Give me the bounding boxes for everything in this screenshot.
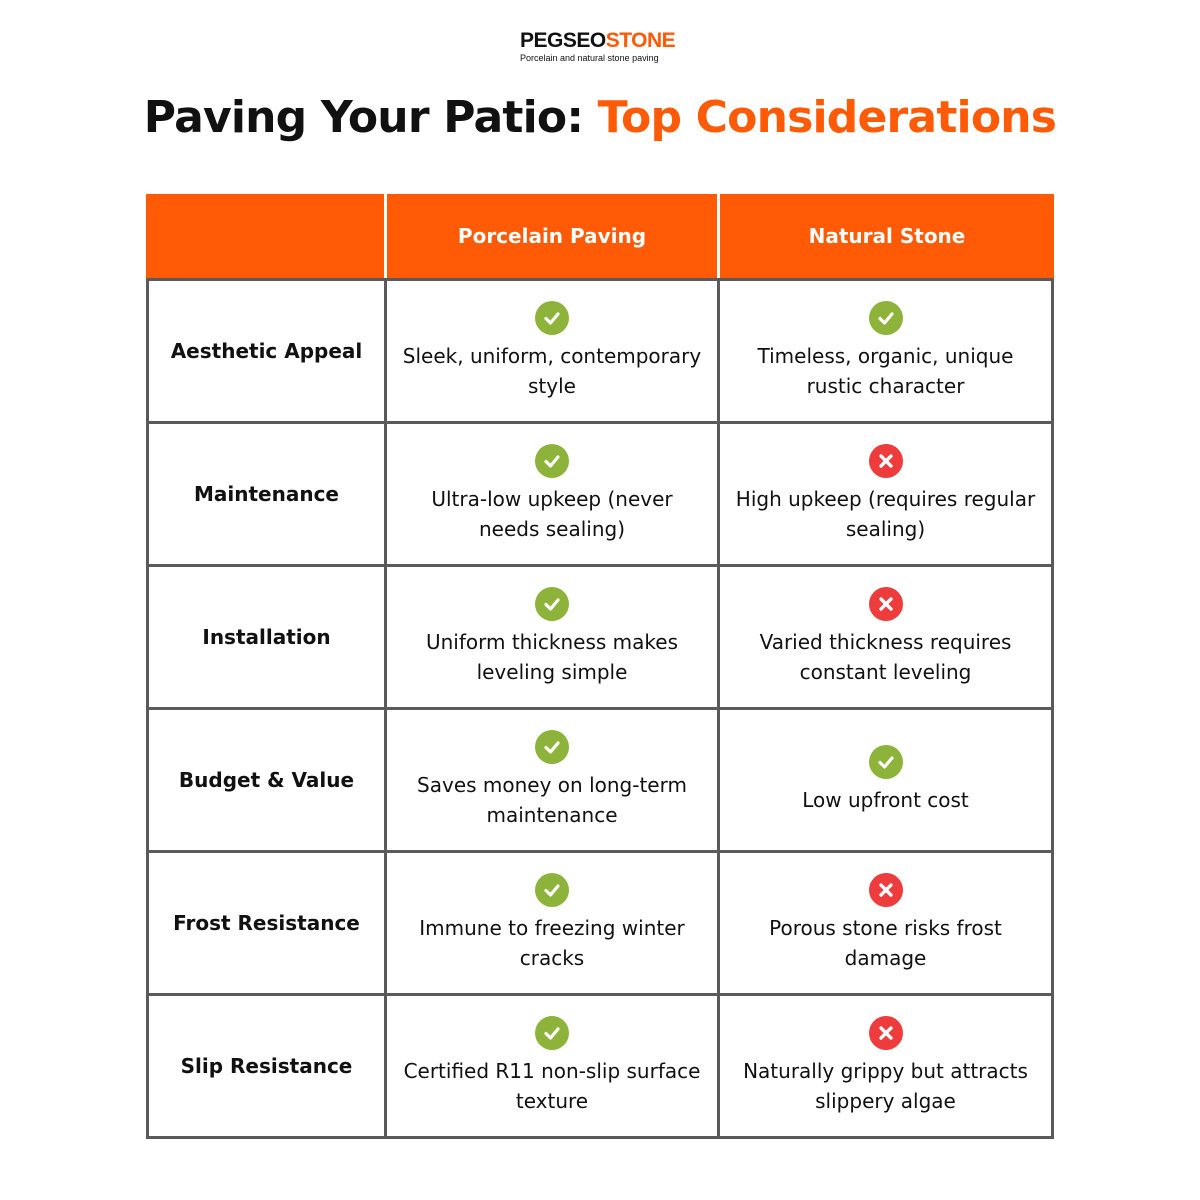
porcelain-description: Immune to freezing winter cracks xyxy=(419,916,685,970)
page-title-part2: Top Considerations xyxy=(597,92,1057,143)
cross-icon xyxy=(869,444,903,478)
header-cell-empty xyxy=(146,194,387,278)
brand-tagline: Porcelain and natural stone paving xyxy=(520,53,659,63)
porcelain-description: Saves money on long-term maintenance xyxy=(417,773,687,827)
page-title xyxy=(0,88,1200,148)
check-icon xyxy=(869,745,903,779)
comparison-table xyxy=(146,194,1054,1139)
table-row xyxy=(149,281,1054,424)
natural-stone-description: Porous stone risks frost damage xyxy=(769,916,1002,970)
row-label-cell xyxy=(149,424,387,567)
check-icon xyxy=(535,301,569,335)
porcelain-cell xyxy=(387,853,720,996)
natural-stone-description: Naturally grippy but attracts slippery algae xyxy=(743,1059,1028,1113)
brand-logo xyxy=(520,30,675,64)
check-icon xyxy=(535,730,569,764)
porcelain-description: Uniform thickness makes leveling simple xyxy=(425,630,679,684)
porcelain-cell xyxy=(387,710,720,853)
natural-stone-cell xyxy=(720,424,1054,567)
row-label-cell xyxy=(149,281,387,424)
porcelain-description: Ultra-low upkeep (never needs sealing) xyxy=(431,487,673,541)
porcelain-cell xyxy=(387,281,720,424)
row-label-cell xyxy=(149,567,387,710)
row-label-cell xyxy=(149,710,387,853)
row-label: Frost Resistance xyxy=(173,911,360,935)
cross-icon xyxy=(869,587,903,621)
header-cell-porcelain: Porcelain Paving xyxy=(387,194,720,278)
check-icon xyxy=(535,1016,569,1050)
cross-icon xyxy=(869,1016,903,1050)
natural-stone-cell xyxy=(720,567,1054,710)
natural-stone-cell xyxy=(720,281,1054,424)
natural-stone-description: High upkeep (requires regular sealing) xyxy=(735,487,1036,541)
porcelain-description: Certified R11 non-slip surface texture xyxy=(403,1059,701,1113)
natural-stone-cell xyxy=(720,853,1054,996)
porcelain-cell xyxy=(387,567,720,710)
natural-stone-description: Varied thickness requires constant leveling xyxy=(759,630,1012,684)
cross-icon xyxy=(869,873,903,907)
natural-stone-cell xyxy=(720,996,1054,1139)
porcelain-description: Sleek, uniform, contemporary style xyxy=(402,344,702,398)
check-icon xyxy=(535,587,569,621)
table-row xyxy=(149,567,1054,710)
row-label: Maintenance xyxy=(193,482,339,506)
table-row xyxy=(149,853,1054,996)
natural-stone-cell xyxy=(720,710,1054,853)
row-label: Installation xyxy=(202,625,331,649)
brand-word-part1: PEGSEO xyxy=(520,29,606,52)
natural-stone-description: Low upfront cost xyxy=(802,788,969,812)
row-label: Slip Resistance xyxy=(180,1054,353,1078)
row-label: Budget & Value xyxy=(178,768,355,792)
row-label: Aesthetic Appeal xyxy=(170,339,363,363)
table-body xyxy=(146,278,1054,1139)
table-row xyxy=(149,996,1054,1139)
brand-wordmark xyxy=(520,30,675,52)
page-title-part1: Paving Your Patio: xyxy=(143,92,598,143)
table-row xyxy=(149,710,1054,853)
check-icon xyxy=(535,873,569,907)
porcelain-cell xyxy=(387,424,720,567)
check-icon xyxy=(869,301,903,335)
porcelain-cell xyxy=(387,996,720,1139)
header-cell-natural-stone: Natural Stone xyxy=(808,224,966,248)
natural-stone-description: Timeless, organic, unique rustic character xyxy=(757,344,1014,398)
row-label-cell xyxy=(149,853,387,996)
brand-word-part2: STONE xyxy=(605,29,676,52)
table-header-row xyxy=(146,194,1054,278)
check-icon xyxy=(535,444,569,478)
row-label-cell xyxy=(149,996,387,1139)
table-row xyxy=(149,424,1054,567)
